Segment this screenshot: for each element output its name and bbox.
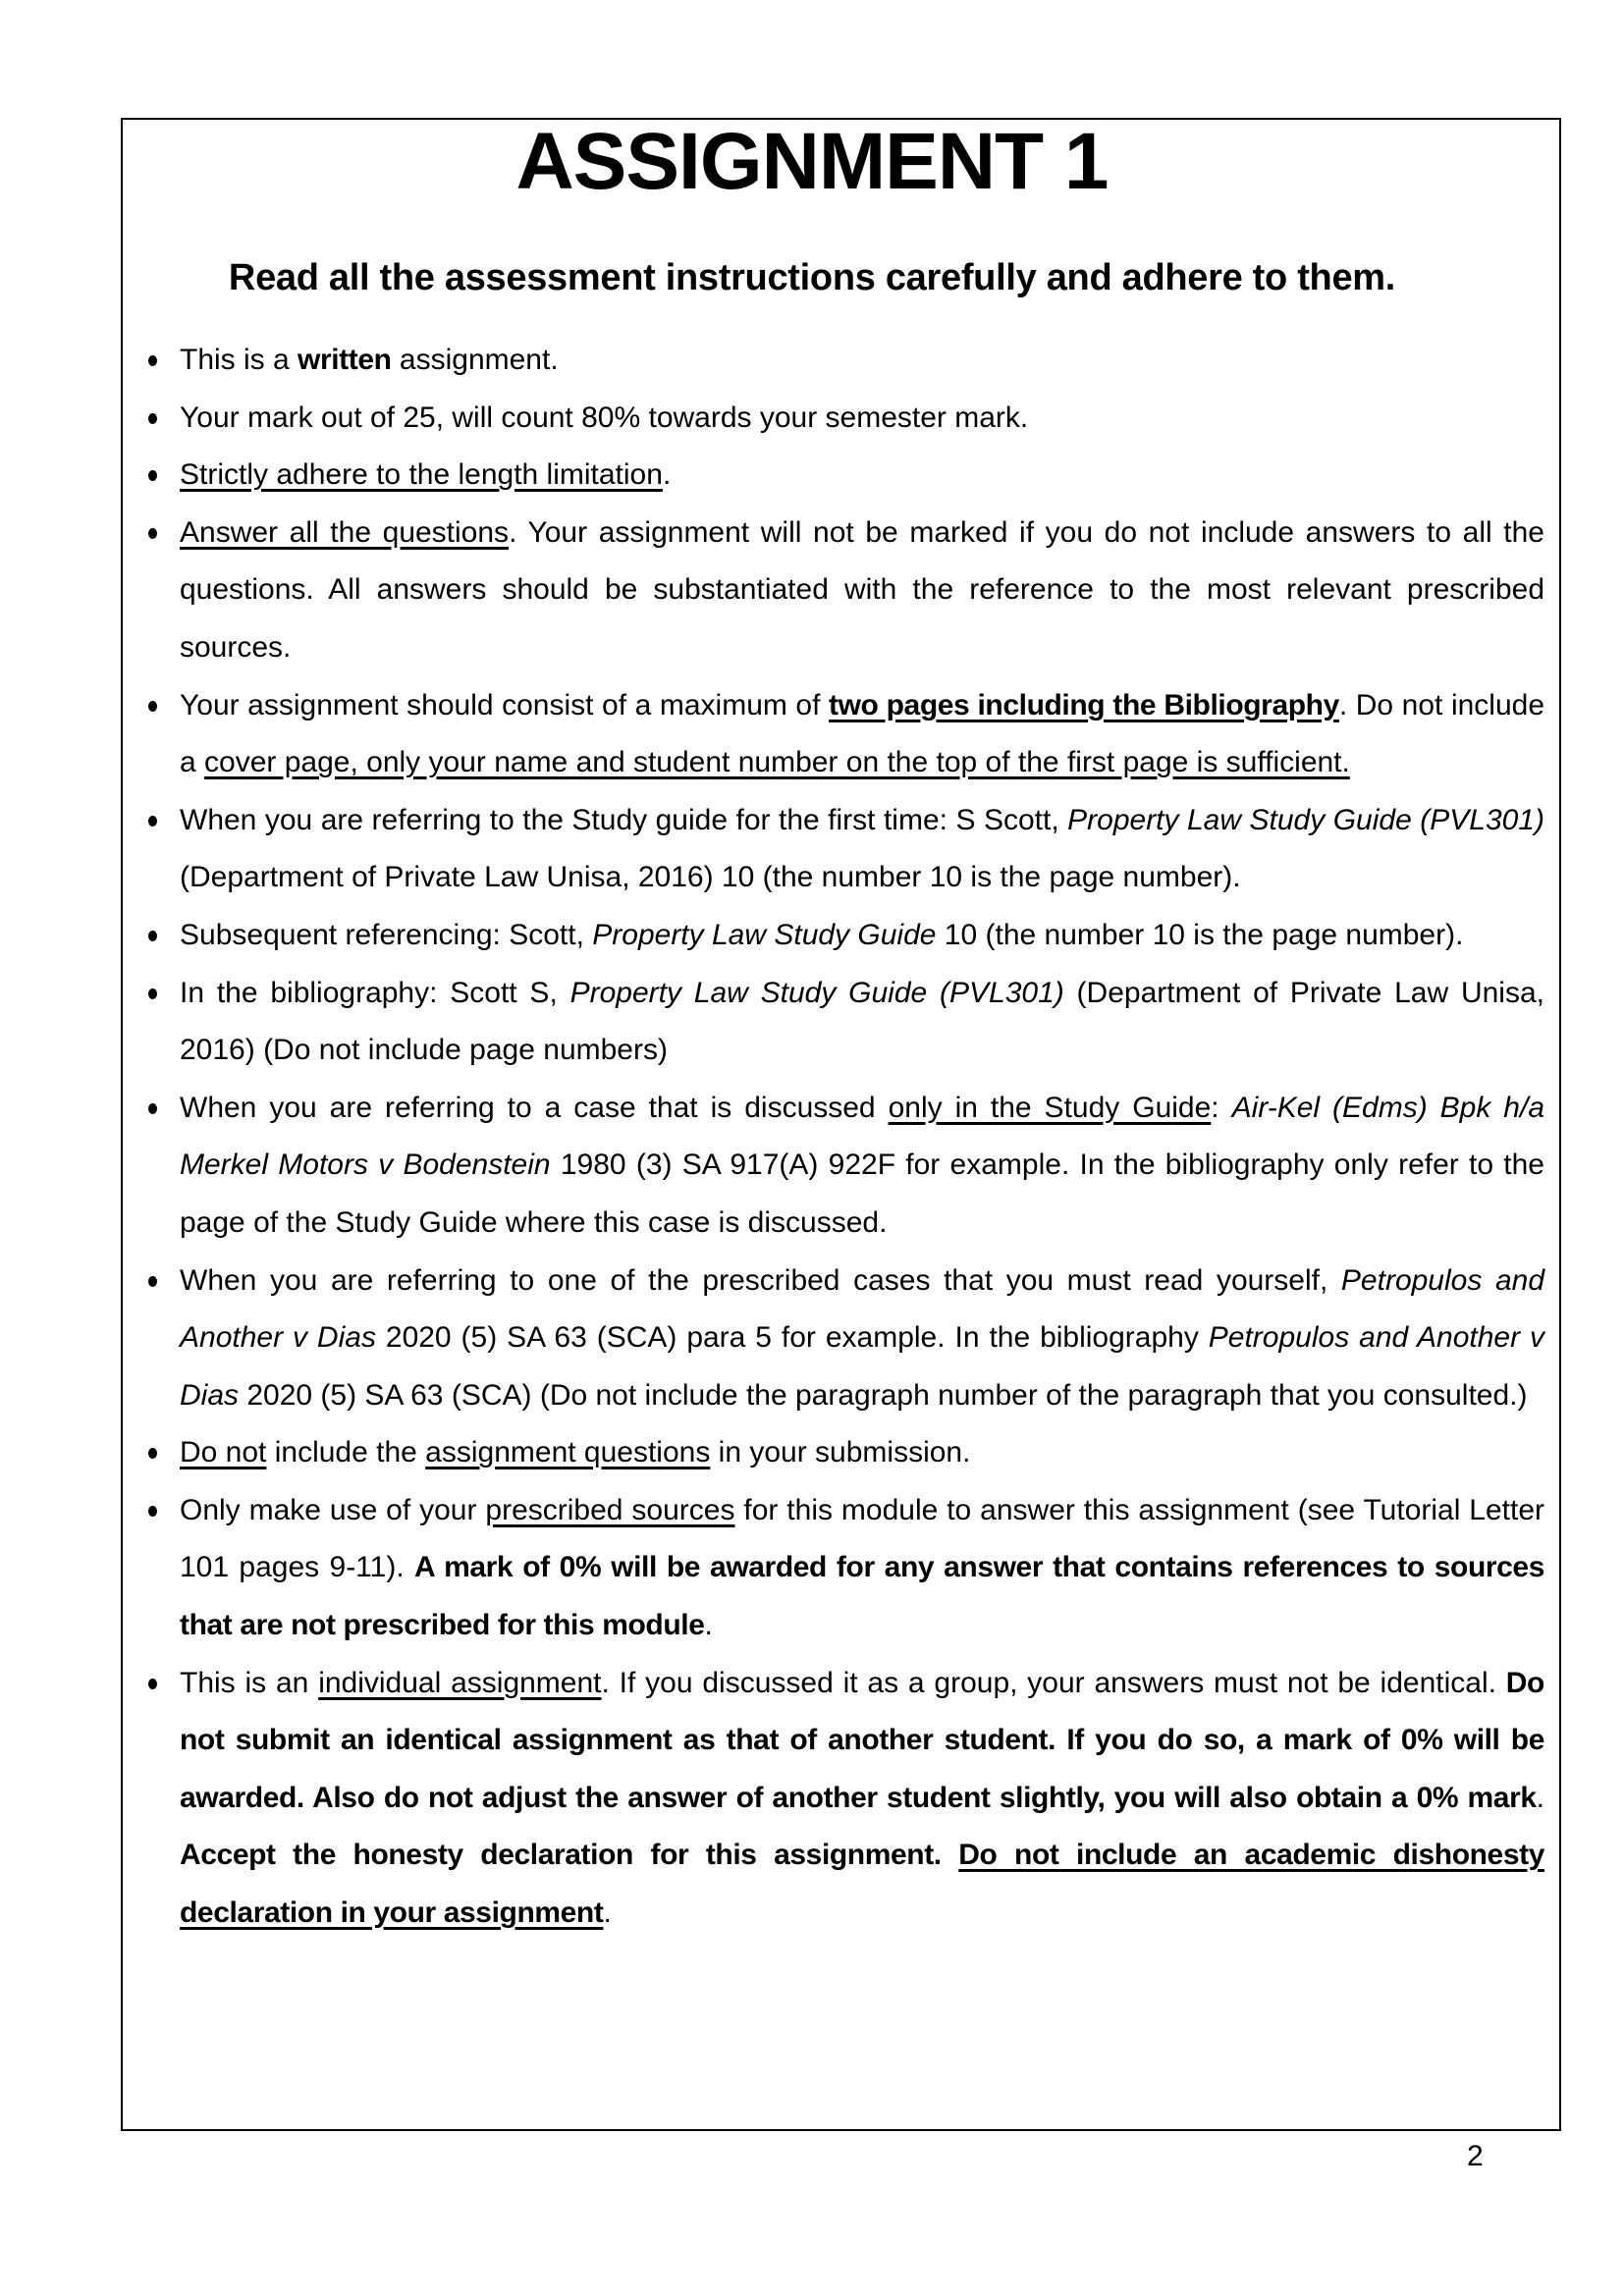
instruction-text: Subsequent referencing: Scott,	[180, 918, 593, 951]
instruction-item	[180, 1655, 1544, 1943]
instruction-text: Property Law Study Guide (PVL301)	[1067, 803, 1544, 836]
instruction-text: :	[1211, 1091, 1232, 1124]
instruction-text: Accept the honesty declaration for this assignment.	[180, 1839, 959, 1872]
instruction-text: This is an	[180, 1666, 319, 1699]
instruction-text: In the bibliography: Scott S,	[180, 976, 570, 1009]
instruction-text: Do not	[180, 1436, 267, 1469]
instruction-text: . If you discussed it as a group, your answers must not be identical.	[601, 1666, 1506, 1699]
page-number: 2	[1467, 2140, 1484, 2172]
instruction-item	[180, 1424, 1544, 1482]
instruction-text: only in the Study Guide	[888, 1091, 1212, 1124]
page-title: ASSIGNMENT 1	[515, 117, 1109, 206]
instruction-text: 2020 (5) SA 63 (SCA) (Do not include the paragraph number of the paragraph that you consulted.)	[239, 1378, 1528, 1412]
instruction-text: Answer all the questions	[180, 515, 510, 549]
instruction-text: .	[1536, 1781, 1544, 1814]
instruction-text: two pages including the Bibliography	[829, 688, 1339, 721]
instruction-text: .	[603, 1896, 612, 1930]
instruction-text: Property Law Study Guide (PVL301)	[569, 976, 1064, 1009]
instruction-text: . Do not include a	[180, 688, 1545, 779]
instruction-item	[180, 332, 1544, 390]
instruction-text: assignment questions	[425, 1436, 711, 1469]
instruction-text: When you are referring to one of the prescribed cases that you must read yourself,	[180, 1263, 1341, 1297]
instruction-item	[180, 447, 1544, 505]
instruction-text: This is a	[180, 344, 298, 376]
instruction-text: Do not submit an identical assignment as that of another student. If you do so, a mark of 0% will be awarded. Also do not adjust the answer of another student slightly, you will also obtain a 0% mark	[180, 1666, 1544, 1814]
instruction-text: individual assignment	[318, 1666, 602, 1699]
instruction-text: for this module to answer this assignment (see Tutorial Letter 101 pages 9-11).	[180, 1493, 1545, 1584]
instruction-item	[180, 965, 1544, 1080]
instruction-text: (Department of Private Law Unisa, 2016) 10 (the number 10 is the page number).	[180, 861, 1241, 894]
instruction-text: Petropulos and Another v Dias	[180, 1263, 1545, 1355]
instruction-text: When you are referring to a case that is discussed	[180, 1091, 889, 1124]
instruction-text: 1980 (3) SA 917(A) 922F for example. In the bibliography only refer to the page of the Study Guide where this case is discussed.	[180, 1148, 1544, 1239]
instruction-text: written	[298, 344, 392, 376]
instruction-text: A mark of 0% will be awarded for any answer that contains references to sources that are not prescribed for this module	[180, 1551, 1544, 1642]
instruction-item	[180, 505, 1544, 677]
instruction-text: Your assignment should consist of a maximum of	[180, 688, 830, 721]
instruction-list	[180, 332, 1544, 1943]
instruction-item	[180, 1253, 1544, 1425]
instruction-text: Property Law Study Guide	[592, 918, 937, 951]
instruction-text: Your mark out of 25, will count 80% towards your semester mark.	[180, 400, 1029, 434]
instruction-text: . Your assignment will not be marked if you do not include answers to all the questions. All answers should be substantiated with the reference to the most relevant prescribed sources.	[180, 515, 1544, 664]
instruction-text: 2020 (5) SA 63 (SCA) para 5 for example. In the bibliography	[375, 1321, 1209, 1355]
instruction-text: Do not include an academic dishonesty declaration in your assignment	[180, 1839, 1544, 1930]
instruction-text: Petropulos and Another v Dias	[180, 1321, 1544, 1412]
instruction-item	[180, 1080, 1544, 1253]
instruction-item	[180, 792, 1544, 907]
instruction-text: .	[662, 458, 672, 492]
instruction-text: When you are referring to the Study guide for the first time: S Scott,	[180, 803, 1068, 836]
instruction-text: .	[704, 1609, 713, 1642]
instruction-text: prescribed sources	[485, 1493, 735, 1526]
instruction-item	[180, 677, 1544, 792]
instruction-text: Air-Kel (Edms) Bpk h/a Merkel Motors v Bodenstein	[180, 1091, 1545, 1182]
instruction-item	[180, 1482, 1544, 1655]
instruction-text: assignment.	[391, 344, 559, 376]
instruction-text: in your submission.	[710, 1436, 971, 1469]
instruction-item	[180, 390, 1544, 448]
instruction-text: Strictly adhere to the length limitation	[180, 458, 663, 492]
instruction-text: include the	[266, 1436, 426, 1469]
instruction-text: (Department of Private Law Unisa, 2016) (Do not include page numbers)	[180, 976, 1544, 1067]
instruction-text: Only make use of your	[180, 1493, 486, 1526]
instructions-heading: Read all the assessment instructions carefully and adhere to them.	[228, 257, 1396, 298]
instruction-text: 10 (the number 10 is the page number).	[936, 918, 1464, 951]
instruction-item	[180, 907, 1544, 965]
instruction-text: cover page, only your name and student number on the top of the first page is sufficient.	[204, 746, 1350, 779]
